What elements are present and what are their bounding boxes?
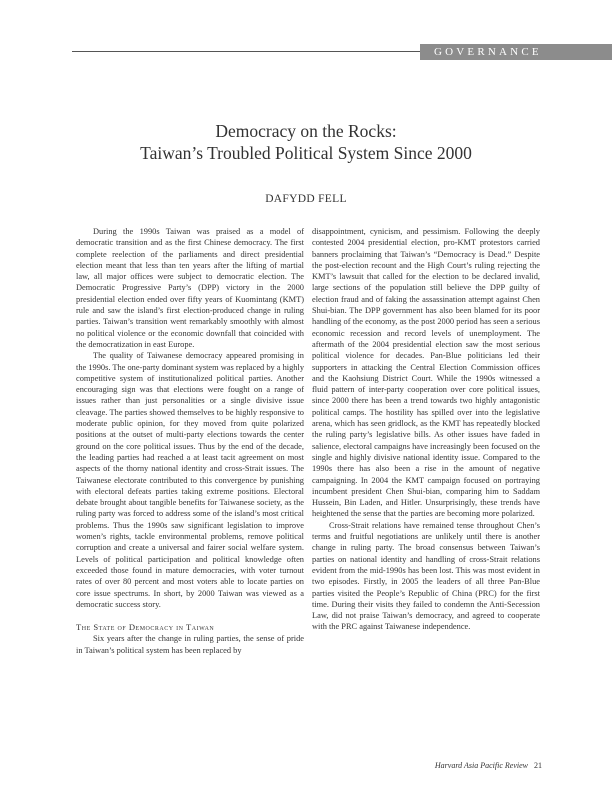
section-heading: The State of Democracy in Taiwan	[76, 622, 215, 633]
right-column	[312, 226, 540, 633]
page-number: 21	[534, 761, 542, 770]
journal-name: Harvard Asia Pacific Review	[434, 761, 528, 770]
article-author: DAFYDD FELL	[265, 193, 347, 205]
right-paragraph-2: Cross-Strait relations have remained tense throughout Chen’s terms and fruitful negotiations are unlikely until there is another change in ruling party. The broad consensus between Taiwan’s parties on national identity and handling of cross-Strait relations evident from the mid-1990s has been lost. This was most evident in two episodes. Firstly, in 2005 the leaders of all three Pan-Blue parties visited the People’s Republic of China (PRC) for the first time. During their visits they failed to condemn the Anti-Secession Law, did not praise Taiwan’s democracy, and agreed to cooperate with the PRC against Taiwanese independence.	[312, 520, 540, 632]
header-rule	[72, 51, 420, 52]
left-paragraph-1: During the 1990s Taiwan was praised as a model of democratic transition and as the first Chinese democracy. The first complete reelection of the parliaments and direct presidential election meant that less than ten years after the lifting of martial law, all major offices were subject to democratic election. The Democratic Progressive Party’s (DPP) victory in the 2000 presidential election ended over fifty years of Kuomintang (KMT) rule and saw the island’s first election-produced change in ruling parties. Taiwan’s transition went remarkably smoothly with almost no political violence or the economic downfall that coincided with the democratization in east Europe.	[76, 227, 304, 349]
page-footer	[435, 761, 542, 770]
section-banner: GOVERNANCE	[420, 44, 612, 60]
article-title-line2: Taiwan’s Troubled Political System Since 2000	[140, 143, 472, 163]
article-title	[0, 120, 612, 164]
right-paragraph-1: disappointment, cynicism, and pessimism. Following the deeply contested 2004 presidential election, pro-KMT protestors carried banners proclaiming that Taiwan’s “Democracy is Dead.” Despite the post-election recount and the High Court’s ruling rejecting the KMT’s lawsuit that called for the election to be declared invalid, large sections of the population still believe the DPP guilty of election fraud and of faking the assassination attempt against Chen Shui-bian. The DPP government has also been blamed for its poor handling of the economy, as the post 2000 period has seen a serious economic recession and record levels of unemployment. The aftermath of the 2004 presidential election saw the most serious political violence for decades. Pan-Blue politicians led their supporters in attacking the Central Election Commission offices and the Kaohsiung District Court. While the 1990s witnessed a fluid pattern of inter-party cooperation over core political issues, since 2000 there has been a trend towards two highly antagonistic political camps. The hostility has spilled over into the legislative arena, which has seen gridlock, as the KMT has repeatedly blocked the ruling party’s legislative bills. As other issues have faded in salience, electoral campaigns have increasingly been focused on the single and highly divisive national identity issue. Compared to the 1990s there has also been a rise in the amount of negative campaigning. In 2004 the KMT campaign focused on portraying incumbent president Chen Shui-bian, comparing him to Saddam Hussein, Bin Laden, and Hitler. Unsurprisingly, these trends have heightened the sense that the parties are becoming more polarized.	[312, 227, 540, 519]
left-column	[76, 226, 304, 656]
article-title-line1: Democracy on the Rocks:	[215, 121, 397, 141]
left-paragraph-2: The quality of Taiwanese democracy appeared promising in the 1990s. The one-party dominant system was replaced by a highly competitive system of institutionalized political parties. Another encouraging sign was that elections were fought on a range of issues rather than just personalities or a single divisive issue cleavage. The parties showed themselves to be highly responsive to moderate public opinion, for they moved from quite polarized positions at the outset of multi-party elections towards the center ground on the core political issues. Thus by the end of the decade, the leading parties had reached a at least tacit agreement on most aspects of the thorny national identity and cross-Strait issues. The Taiwanese electorate contributed to this convergence by punishing with electoral defeats parties taking extreme positions. Electoral debate brought about tangible benefits for Taiwanese society, as the ruling party was forced to address some of the island’s most critical problems. Thus the 1990s saw significant legislation to improve women’s rights, tackle environmental problems, remove political corruption and create a universal and fairer social welfare system. Levels of political participation and political knowledge often exceeded those found in mature democracies, with voter turnout rates of over 80 percent and most voters able to locate parties on core issue spectrums. In short, by 2000 Taiwan was viewed as a democratic success story.	[76, 351, 305, 609]
left-paragraph-3: Six years after the change in ruling parties, the sense of pride in Taiwan’s political system has been replaced by	[76, 634, 304, 655]
